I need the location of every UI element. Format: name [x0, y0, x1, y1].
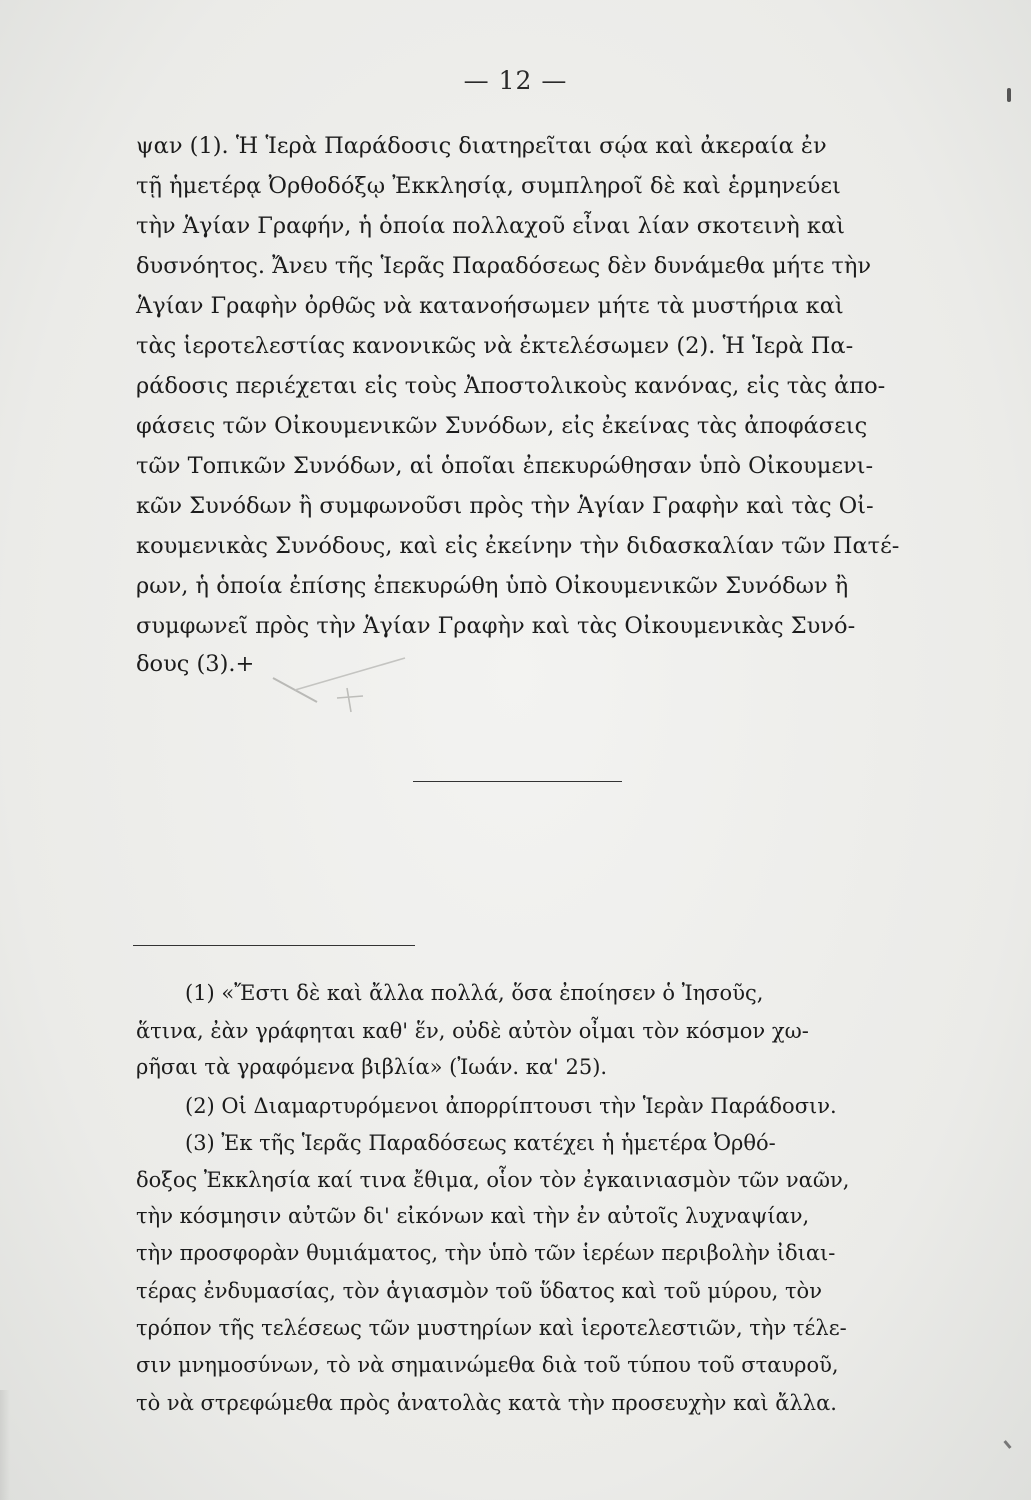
footnote-line: τὴν προσφορὰν θυμιάματος, τὴν ὑπὸ τῶν ἱερέων περιβολὴν ἰδιαι- — [136, 1241, 836, 1265]
text-line: ράδοσις περιέχεται εἰς τοὺς Ἀποστολικοὺς κανόνας, εἰς τὰς ἀπο- — [136, 373, 886, 399]
text-line: κῶν Συνόδων ἢ συμφωνοῦσι πρὸς τὴν Ἁγίαν Γραφὴν καὶ τὰς Οἰ- — [136, 493, 874, 519]
text-line: κουμενικὰς Συνόδους, καὶ εἰς ἐκείνην τὴν διδασκαλίαν τῶν Πατέ- — [136, 533, 900, 559]
text-line: Ἁγίαν Γραφὴν ὀρθῶς νὰ κατανοήσωμεν μήτε τὰ μυστήρια καὶ — [136, 293, 844, 319]
text-line: τῇ ἡμετέρᾳ Ὀρθοδόξῳ Ἐκκλησίᾳ, συμπληροῖ δὲ καὶ ἑρμηνεύει — [136, 173, 841, 199]
text-line: ρων, ἡ ὁποία ἐπίσης ἐπεκυρώθη ὑπὸ Οἰκουμενικῶν Συνόδων ἢ — [136, 573, 849, 599]
footnote-line: δοξος Ἐκκλησία καί τινα ἔθιμα, οἷον τὸν ἐγκαινιασμὸν τῶν ναῶν, — [136, 1168, 850, 1192]
scan-speck — [1007, 88, 1011, 102]
footnote-line: (2) Οἱ Διαμαρτυρόμενοι ἀπορρίπτουσι τὴν Ἱερὰν Παράδοσιν. — [185, 1094, 837, 1118]
text-line: δους (3).+ — [136, 651, 255, 677]
footnote-line: (3) Ἐκ τῆς Ἱερᾶς Παραδόσεως κατέχει ἡ ἡμετέρα Ὀρθό- — [185, 1131, 776, 1155]
text-line: φάσεις τῶν Οἰκουμενικῶν Συνόδων, εἰς ἐκείνας τὰς ἀποφάσεις — [136, 413, 868, 439]
footnote-line: ἅτινα, ἐὰν γράφηται καθ' ἕν, οὐδὲ αὐτὸν οἶμαι τὸν κόσμον χω- — [136, 1019, 809, 1043]
footnote-line: τὴν κόσμησιν αὐτῶν δι' εἰκόνων καὶ τὴν ἐν αὐτοῖς λυχναψίαν, — [136, 1204, 810, 1228]
page-number: — 12 — — [463, 66, 568, 95]
text-line: συμφωνεῖ πρὸς τὴν Ἁγίαν Γραφὴν καὶ τὰς Οἰκουμενικὰς Συνό- — [136, 613, 856, 639]
pencil-annotation-mark — [255, 640, 435, 730]
text-line: τὰς ἱεροτελεστίας κανονικῶς νὰ ἐκτελέσωμεν (2). Ἡ Ἱερὰ Πα- — [136, 333, 854, 359]
text-line: τὴν Ἁγίαν Γραφήν, ἡ ὁποία πολλαχοῦ εἶναι λίαν σκοτεινὴ καὶ — [136, 213, 846, 239]
footnote-line: τέρας ἐνδυμασίας, τὸν ἁγιασμὸν τοῦ ὕδατος καὶ τοῦ μύρου, τὸν — [136, 1279, 822, 1303]
section-divider — [413, 781, 622, 782]
text-line: τῶν Τοπικῶν Συνόδων, αἱ ὁποῖαι ἐπεκυρώθησαν ὑπὸ Οἰκουμενι- — [136, 453, 874, 479]
footnote-line: (1) «Ἔστι δὲ καὶ ἄλλα πολλά, ὅσα ἐποίησεν ὁ Ἰησοῦς, — [185, 981, 764, 1005]
footnote-line: τρόπον τῆς τελέσεως τῶν μυστηρίων καὶ ἱεροτελεστιῶν, τὴν τέλε- — [136, 1316, 847, 1340]
text-line: δυσνόητος. Ἄνευ τῆς Ἱερᾶς Παραδόσεως δὲν δυνάμεθα μήτε τὴν — [136, 253, 872, 279]
scan-shadow — [0, 1390, 10, 1500]
footnote-line: ρῆσαι τὰ γραφόμενα βιβλία» (Ἰωάν. κα' 25). — [136, 1055, 608, 1079]
text-line: ψαν (1). Ἡ Ἱερὰ Παράδοσις διατηρεῖται σῴα καὶ ἀκεραία ἐν — [136, 133, 827, 159]
footnote-divider — [133, 945, 415, 946]
scan-speck — [1003, 1440, 1011, 1449]
footnote-line: σιν μνημοσύνων, τὸ νὰ σημαινώμεθα διὰ τοῦ τύπου τοῦ σταυροῦ, — [136, 1353, 839, 1377]
footnote-line: τὸ νὰ στρεφώμεθα πρὸς ἀνατολὰς κατὰ τὴν προσευχὴν καὶ ἄλλα. — [136, 1391, 837, 1415]
